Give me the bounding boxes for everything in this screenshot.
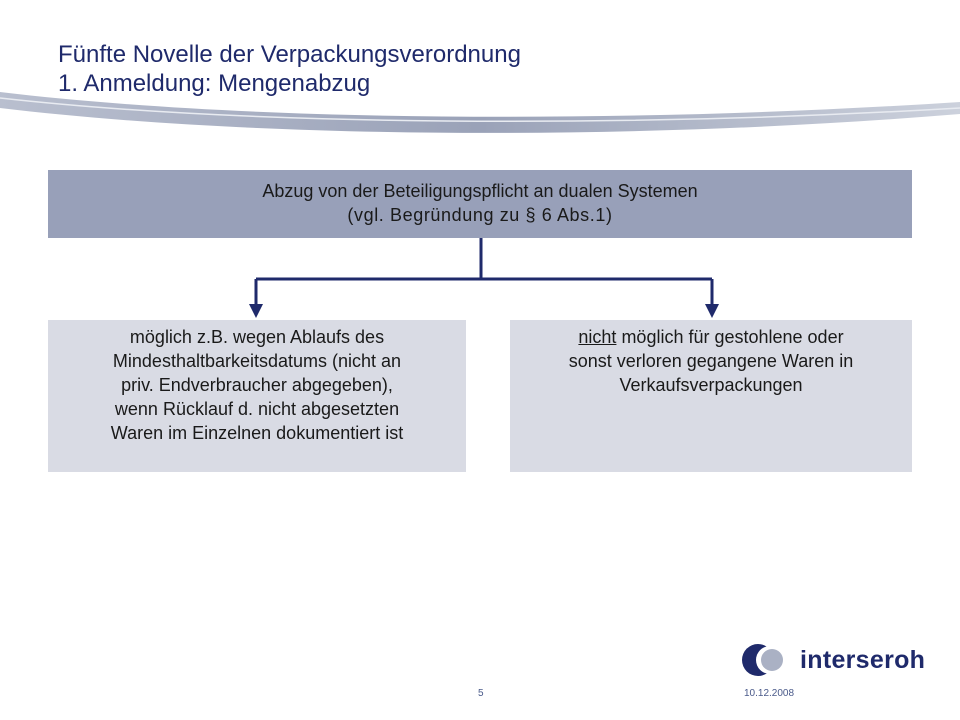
left-box-line-3: priv. Endverbraucher abgegeben), xyxy=(121,375,393,395)
left-box xyxy=(48,320,466,472)
title-line-1: Fünfte Novelle der Verpackungsverordnung xyxy=(58,41,521,68)
left-arrowhead xyxy=(249,304,263,318)
footer-date: 10.12.2008 xyxy=(744,688,795,699)
top-box-line-2: (vgl. Begründung zu § 6 Abs.1) xyxy=(347,205,613,225)
logo-text: interseroh xyxy=(800,645,926,674)
top-box-line-1: Abzug von der Beteiligungspflicht an dualen Systemen xyxy=(262,181,698,201)
left-box-line-4: wenn Rücklauf d. nicht abgesetzten xyxy=(114,399,400,419)
left-box-line-5: Waren im Einzelnen dokumentiert ist xyxy=(110,423,404,443)
logo-mark-icon xyxy=(740,642,790,678)
title-line-2: 1. Anmeldung: Mengenabzug xyxy=(58,70,371,97)
company-logo xyxy=(740,642,925,678)
right-arrowhead xyxy=(705,304,719,318)
underlined-word: nicht xyxy=(578,327,617,347)
right-box xyxy=(510,320,912,472)
right-box-line-1-rest: möglich für gestohlene oder xyxy=(616,327,844,347)
page-number: 5 xyxy=(478,688,484,699)
right-box-line-3: Verkaufsverpackungen xyxy=(619,375,803,395)
left-box-line-1: möglich z.B. wegen Ablaufs des xyxy=(129,327,385,347)
right-box-line-2: sonst verloren gegangene Waren in xyxy=(568,351,854,371)
left-box-line-2: Mindesthaltbarkeitsdatums (nicht an xyxy=(112,351,402,371)
right-box-line-1 xyxy=(510,325,912,349)
